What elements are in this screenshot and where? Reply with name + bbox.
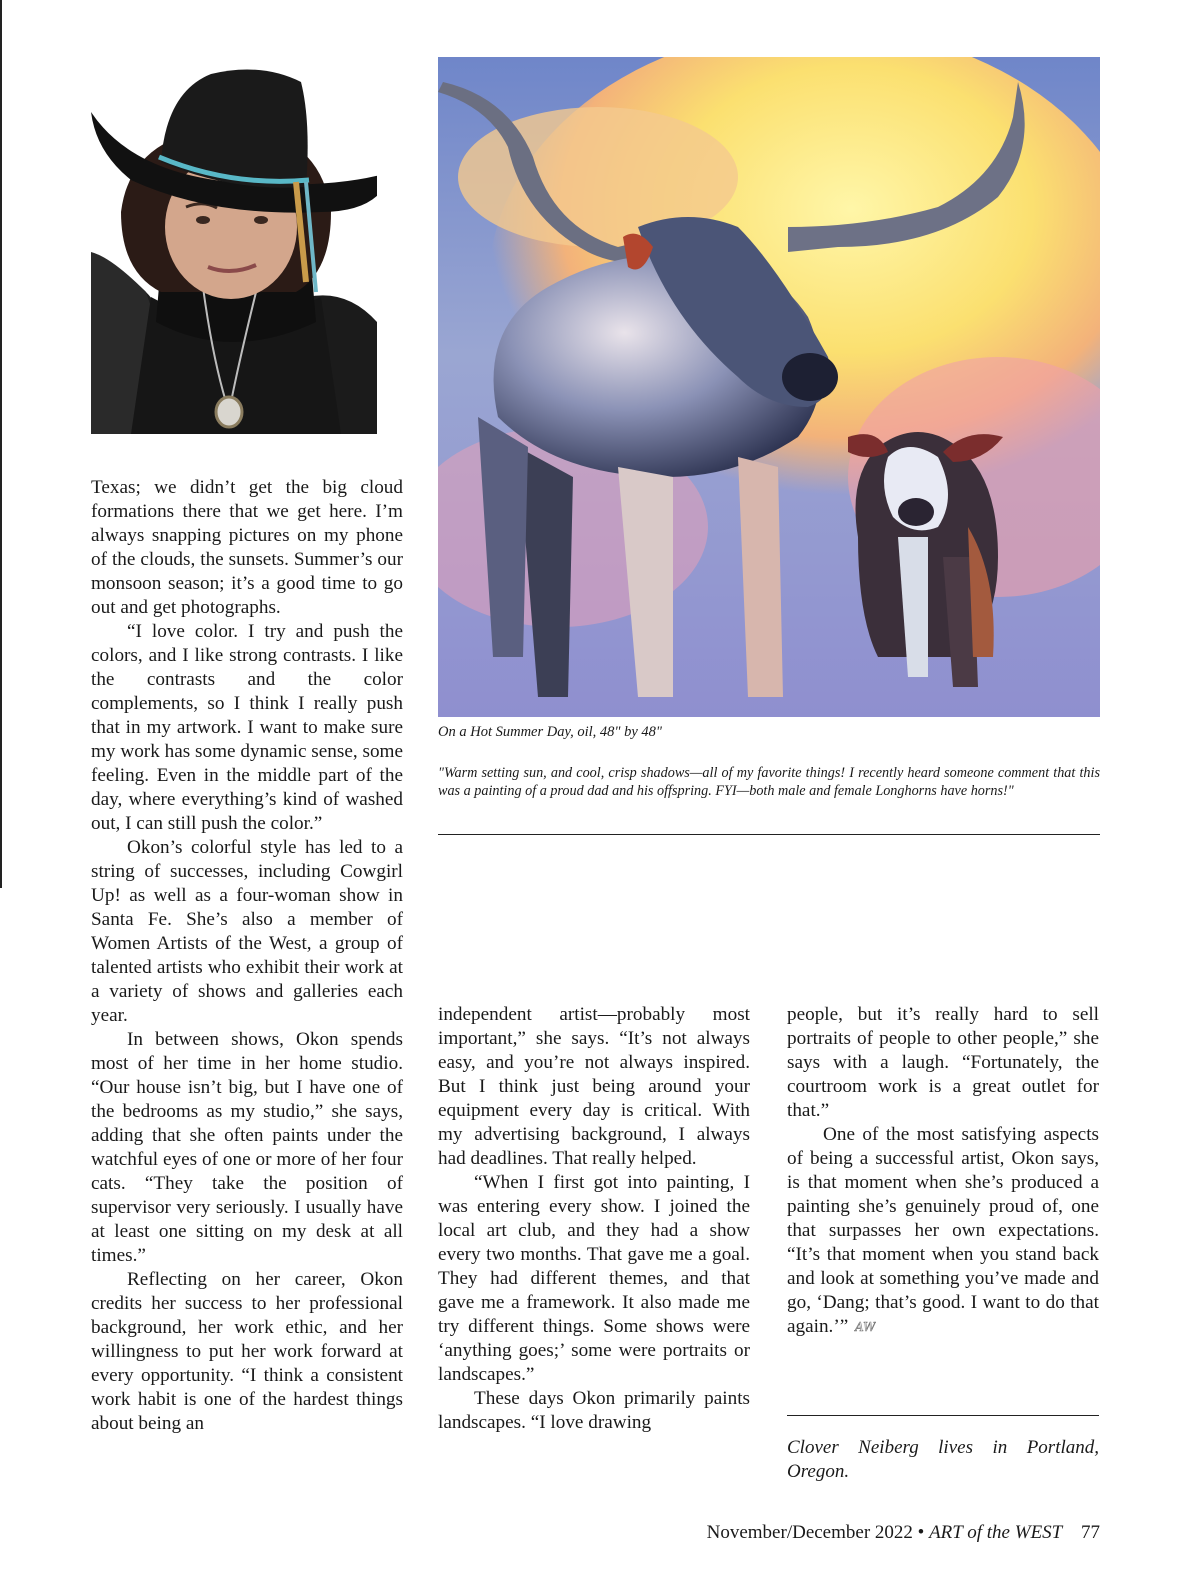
paragraph: “I love color. I try and push the colors, and I like strong contrasts. I like the contrasts and the color complements, so I think I really push that in my artwork. I want to make sure my work has some dynamic sense, some feeling. Even in the middle part of the day, where everything’s kind of washed out, I can still push the color.” bbox=[91, 621, 403, 834]
painting-caption-title: On a Hot Summer Day, oil, 48" by 48" bbox=[438, 724, 663, 740]
page-edge-rule bbox=[0, 0, 2, 888]
magazine-name: ART of the WEST bbox=[929, 1522, 1063, 1543]
paragraph: Reflecting on her career, Okon credits her success to her professional background, her work ethic, and her willingness to put her work forward at every opportunity. “I think a consistent work habit is one of the hardest things about being an bbox=[91, 1269, 403, 1434]
article-column-3 bbox=[787, 1003, 1099, 1339]
page-number: 77 bbox=[1081, 1522, 1100, 1543]
artist-portrait-photo bbox=[91, 62, 377, 434]
paragraph: independent artist—probably most important,” she says. “It’s not always easy, and you’re not always inspired. But I think just being around your equipment every day is critical. With my advertising background, I always had deadlines. That really helped. bbox=[438, 1004, 750, 1169]
paragraph-text: One of the most satisfying aspects of being a successful artist, Okon says, is that moment when she’s produced a painting she’s genuinely proud of, one that surpasses her own expectations. “It’s that moment when you stand back and look at something you’ve made and go, ‘Dang; that’s good. I want to do that again.’” bbox=[787, 1124, 1099, 1337]
end-mark-logo-icon bbox=[854, 1317, 876, 1335]
paragraph: Texas; we didn’t get the big cloud formations there that we get here. I’m always snapping pictures on my phone of the clouds, the sunsets. Summer’s our monsoon season; it’s a good time to go out and get photographs. bbox=[91, 477, 403, 618]
painting-caption-quote: "Warm setting sun, and cool, crisp shadows—all of my favorite things! I recently heard someone comment that this was a painting of a proud dad and his offspring. FYI—both male and female Longhorns have horns!" bbox=[438, 765, 1100, 799]
paragraph bbox=[787, 1123, 1099, 1339]
issue-date: November/December 2022 • bbox=[706, 1522, 925, 1543]
bio-divider bbox=[787, 1415, 1099, 1416]
paragraph: These days Okon primarily paints landscapes. “I love drawing bbox=[438, 1388, 750, 1433]
svg-text:AW: AW bbox=[855, 1320, 876, 1334]
article-column-2 bbox=[438, 1003, 750, 1435]
longhorn-painting bbox=[438, 57, 1100, 717]
paragraph: Okon’s colorful style has led to a string of successes, including Cowgirl Up! as well as a four-woman show in Santa Fe. She’s also a member of Women Artists of the West, a group of talented artists who exhibit their work at a variety of shows and galleries each year. bbox=[91, 837, 403, 1026]
page-folio bbox=[707, 1522, 1100, 1544]
caption-divider bbox=[438, 834, 1100, 835]
article-column-1 bbox=[91, 476, 403, 1436]
paragraph: people, but it’s really hard to sell portraits of people to other people,” she says with a laugh. “Fortunately, the courtroom work is a great outlet for that.” bbox=[787, 1004, 1099, 1121]
author-bio: Clover Neiberg lives in Portland, Oregon. bbox=[787, 1437, 1099, 1482]
paragraph: “When I first got into painting, I was entering every show. I joined the local art club, and they had a show every two months. That gave me a goal. They had different themes, and that gave me a framework. It also made me try different things. Some shows were ‘anything goes;’ some were portraits or landscapes.” bbox=[438, 1172, 750, 1385]
paragraph: In between shows, Okon spends most of her time in her home studio. “Our house isn’t big, but I have one of the bedrooms as my studio,” she says, adding that she often paints under the watchful eyes of one or more of her four cats. “They take the position of supervisor very seriously. I usually have at least one sitting on my desk at all times.” bbox=[91, 1029, 403, 1266]
